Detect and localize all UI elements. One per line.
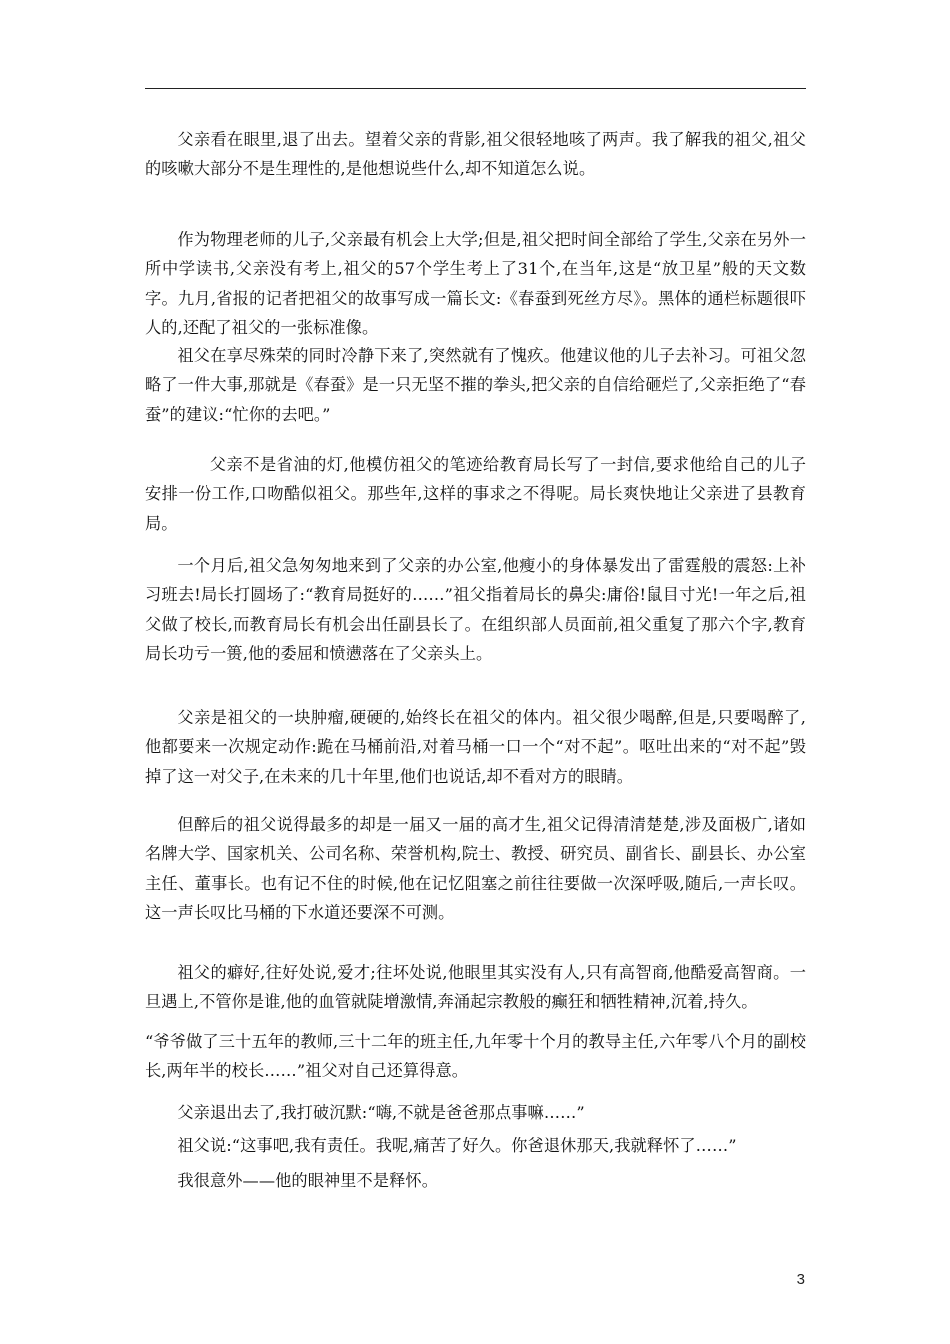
page-number: 3 — [796, 1271, 805, 1288]
paragraph-11: 祖父说:“这事吧,我有责任。我呢,痛苦了好久。你爸退休那天,我就释怀了……” — [177, 1136, 737, 1155]
paragraph-2: 作为物理老师的儿子,父亲最有机会上大学;但是,祖父把时间全部给了学生,父亲在另外一所中学读书,父亲没有考上,祖父的57个学生考上了31个,在当年,这是“放卫星”般的天文数字。九月,省报的记者把祖父的故事写成一篇长文:《春蚕到死丝方尽》。黑体的通栏标题很吓人的,还配了祖父的一张标准像。 — [145, 230, 806, 337]
paragraph-6: 父亲是祖父的一块肿瘤,硬硬的,始终长在祖父的体内。祖父很少喝醉,但是,只要喝醉了,他都要来一次规定动作:跪在马桶前沿,对着马桶一口一个“对不起”。呕吐出来的“对不起”毁掉了这一对父子,在未来的几十年里,他们也说话,却不看对方的眼睛。 — [145, 708, 806, 786]
paragraph-7: 但醉后的祖父说得最多的却是一届又一届的高才生,祖父记得清清楚楚,涉及面极广,诸如名牌大学、国家机关、公司名称、荣誉机构,院士、教授、研究员、副省长、副县长、办公室主任、董事长。也有记不住的时候,他在记忆阻塞之前往往要做一次深呼吸,随后,一声长叹。这一声长叹比马桶的下水道还要深不可测。 — [145, 815, 806, 922]
header-rule — [145, 88, 806, 89]
paragraph-3: 祖父在享尽殊荣的同时冷静下来了,突然就有了愧疚。他建议他的儿子去补习。可祖父忽略了一件大事,那就是《春蚕》是一只无坚不摧的拳头,把父亲的自信给砸烂了,父亲拒绝了“春蚕”的建议:“忙你的去吧。” — [145, 346, 806, 424]
paragraph-4: 父亲不是省油的灯,他模仿祖父的笔迹给教育局长写了一封信,要求他给自己的儿子安排一份工作,口吻酷似祖父。那些年,这样的事求之不得呢。局长爽快地让父亲进了县教育局。 — [145, 455, 806, 533]
paragraph-10: 父亲退出去了,我打破沉默:“嗨,不就是爸爸那点事嘛……” — [177, 1103, 585, 1122]
paragraph-5: 一个月后,祖父急匆匆地来到了父亲的办公室,他瘦小的身体暴发出了雷霆般的震怒:上补习班去!局长打圆场了:“教育局挺好的……”祖父指着局长的鼻尖:庸俗!鼠目寸光!一年之后,祖父做了校长,而教育局长有机会出任副县长了。在组织部人员面前,祖父重复了那六个字,教育局长功亏一篑,他的委屈和愤懑落在了父亲头上。 — [145, 556, 806, 663]
paragraph-1: 父亲看在眼里,退了出去。望着父亲的背影,祖父很轻地咳了两声。我了解我的祖父,祖父的咳嗽大部分不是生理性的,是他想说些什么,却不知道怎么说。 — [145, 130, 806, 179]
paragraph-8: 祖父的癖好,往好处说,爱才;往坏处说,他眼里其实没有人,只有高智商,他酷爱高智商。一旦遇上,不管你是谁,他的血管就陡增激情,奔涌起宗教般的癫狂和牺牲精神,沉着,持久。 — [145, 963, 806, 1012]
paragraph-9: “爷爷做了三十五年的教师,三十二年的班主任,九年零十个月的教导主任,六年零八个月的副校长,两年半的校长……”祖父对自己还算得意。 — [145, 1032, 806, 1081]
paragraph-12: 我很意外——他的眼神里不是释怀。 — [177, 1171, 438, 1190]
